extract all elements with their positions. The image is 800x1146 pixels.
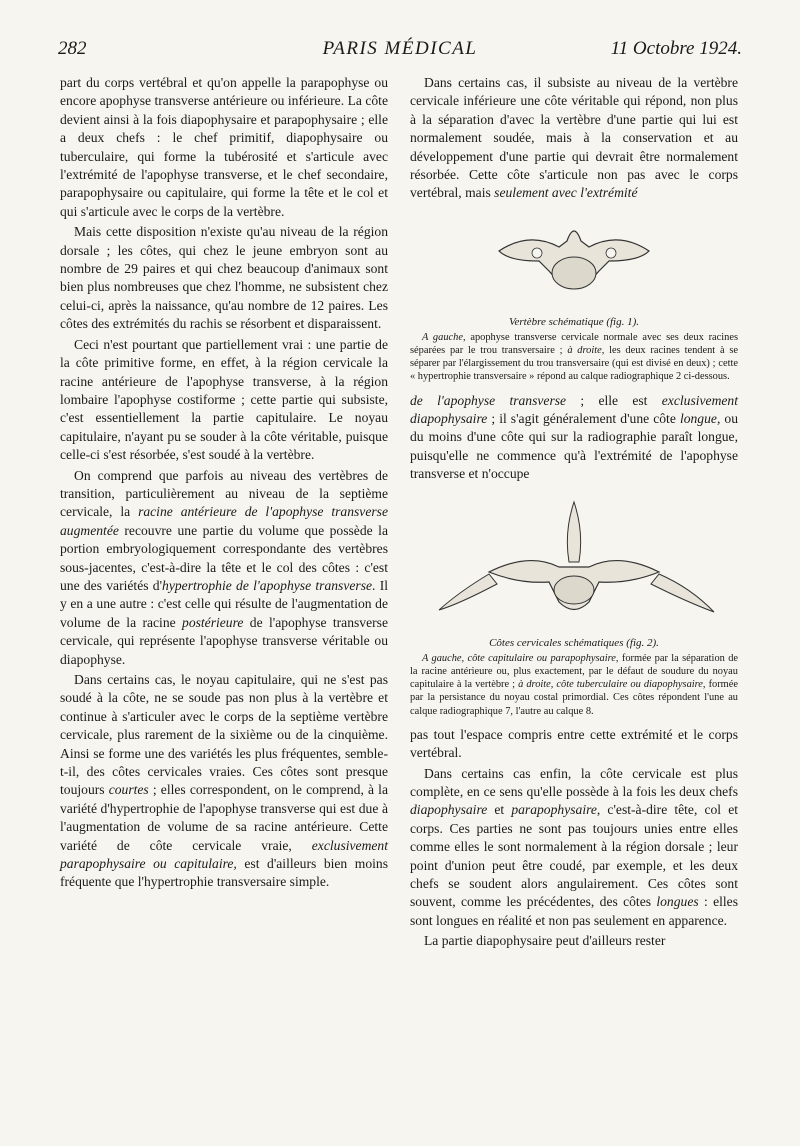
figure-2	[410, 492, 738, 718]
paragraph: Dans certains cas, il subsiste au niveau de la vertèbre cervicale inférieure une côte véritable qui répond, non plus à la séparation d'avec la vertèbre d'une partie qui lui est normalement soudée, mais à la conservation et au développement d'une partie qui devrait être normalement résorbée. Cette côte s'articule non pas avec le corps vertébral, mais seulement avec l'extrémité	[410, 75, 738, 201]
left-column	[60, 74, 388, 894]
journal-title: PARIS MÉDICAL	[322, 38, 478, 59]
right-column	[410, 74, 738, 953]
paragraph: de l'apophyse transverse ; elle est exclusivement diapophysaire ; il s'agit généralement d'une côte longue, ou du moins d'une côte qui sur la radiographie paraît longue, puisqu'elle ne commence qu'à l'extrémité de l'apophyse transverse et n'occupe	[410, 392, 738, 482]
paragraph: Dans certains cas enfin, la côte cervicale est plus complète, en ce sens qu'elle possède à la fois les deux chefs diapophysaire et parapophysaire, c'est-à-dire tête, col et corps. Ces parties ne sont pas toujours unies entre elles comme elles le sont normalement à la région dorsale ; leur point d'union peut être coudé, par exemple, et les deux chefs se soudent alors angulairement. Ces côtes sont souvent, comme les précédentes, des côtes longues : elles sont longues en réalité et non pas seulement en apparence.	[410, 765, 739, 928]
cervical-ribs-illustration	[429, 492, 719, 632]
figure-1-caption: A gauche, apophyse transverse cervicale normale avec ses deux racines séparées par le trou transversaire ; à droite, les deux racines tendent à se séparer par l'élargissement du trou transversaire (qui est divisé en deux) ; cette « hypertrophie transversaire » répond au calque radiographique 2 ci-dessous.	[410, 331, 739, 383]
figure-1	[410, 211, 738, 384]
issue-date: 11 Octobre 1924.	[610, 38, 742, 59]
paragraph: Dans certains cas, le noyau capitulaire, qui ne s'est pas soudé à la côte, ne se soude pas non plus à la vertèbre et continue à s'articuler avec le corps de la septième vertèbre cervicale, plus rarement de la sixième ou de la cinquième. Ainsi se forme une des variétés les plus fréquentes, semble-t-il, des côtes cervicales vraies. Ces côtes sont presque toujours courtes ; elles correspondent, on le comprend, à la variété d'hypertrophie de l'apophyse transverse qui est due à l'augmentation de volume de sa racine antérieure. Cette variété de côte cervicale vraie, exclusivement parapophysaire ou capitulaire, est d'ailleurs bien moins fréquente que l'hypertrophie transversaire simple.	[60, 672, 389, 890]
paragraph: pas tout l'espace compris entre cette extrémité et le corps vertébral.	[410, 726, 738, 761]
paragraph: Ceci n'est pourtant que partiellement vrai : une partie de la côte primitive forme, en effet, à la région cervicale la racine antérieure de l'apophyse transverse, à la région lombaire l'apophyse costiforme ; cette partie qui subsiste, c'est essentiellement la partie capitulaire. Le noyau capitulaire, n'ayant pu se souder à la côte véritable, puisque celle-ci s'est résorbée, s'est soudé à la vertèbre.	[60, 336, 388, 463]
paragraph: part du corps vertébral et qu'on appelle la parapophyse ou encore apophyse transverse antérieure ou inférieure. La côte devient ainsi à la fois diapophysaire et parapophysaire ; elle a deux chefs : le chef primitif, diapophysaire ou tuberculaire, qui forme la tubérosité et s'articule avec l'extrémité de l'apophyse transverse, et le chef secondaire, parapophysaire ou capitulaire, qui forme la tête et le col et qui s'articule avec le corps de la vertèbre.	[60, 75, 388, 219]
paragraph: Mais cette disposition n'existe qu'au niveau de la région dorsale ; les côtes, qui chez le jeune embryon sont au nombre de 29 paires et qui chez beaucoup d'animaux sont bien plus nombreuses que chez l'homme, ne subsistent chez celui-ci, après la naissance, qu'au nombre de 12 paires. Les côtes des extrémités du rachis se résorbent et disparaissent.	[60, 224, 388, 332]
figure-1-title: Vertèbre schématique (fig. 1).	[508, 315, 640, 328]
page-header	[58, 38, 742, 64]
figure-2-caption: A gauche, côte capitulaire ou parapophysaire, formée par la séparation de la racine antérieure ou, plus exactement, par le défaut de soudure du noyau capitulaire à la vertèbre ; à droite, côte tuberculaire ou diapophysaire, formée par la persistance du noyau costal primordial. Ces côtes répondent l'une au calque radiographique 7, l'autre au calque 8.	[410, 652, 739, 717]
figure-2-title: Côtes cervicales schématiques (fig. 2).	[489, 636, 659, 649]
vertebra-illustration	[489, 211, 659, 311]
paragraph: La partie diapophysaire peut d'ailleurs rester	[424, 933, 666, 949]
page-number: 282	[58, 38, 87, 59]
paragraph: On comprend que parfois au niveau des vertèbres de transition, particulièrement au niveau de la septième cervicale, la racine antérieure de l'apophyse transverse augmentée recouvre une partie du volume que possède la portion embryologiquement correspondante des vertèbres sous-jacentes, c'est-à-dire la tête et le col des côtes : c'est une des variétés d'hypertrophie de l'apophyse transverse. Il y en a une autre : c'est celle qui résulte de l'augmentation de volume de la racine postérieure de l'apophyse transverse cervicale, qui représente l'apophyse transverse véritable ou diapophyse.	[60, 467, 388, 667]
